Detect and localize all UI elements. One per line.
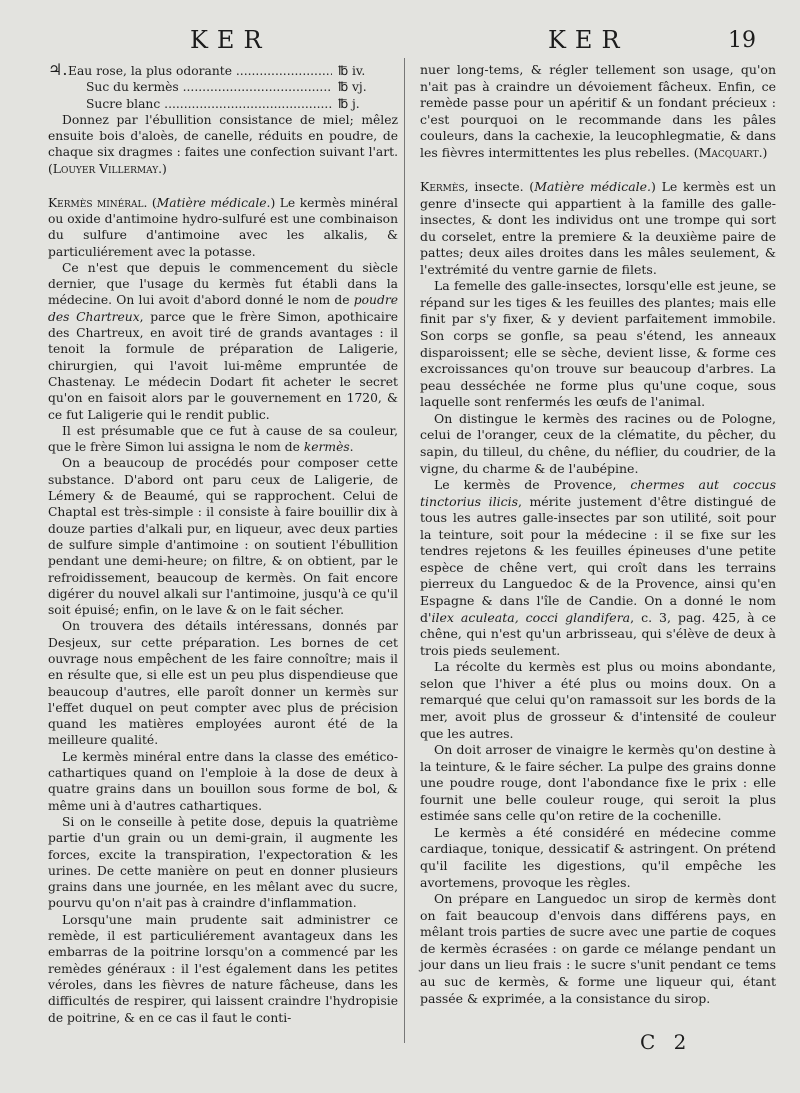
recipe-line (48, 79, 398, 95)
paragraph: Il est présumable que ce fut à cause de sa couleur, que le frère Simon lui assigna le nom de kermès. (48, 423, 398, 455)
paragraph: Ce n'est que depuis le commencement du siècle dernier, que l'usage du kermès fut établi dans la médecine. On lui avoit d'abord donné le nom de poudre des Chartreux, parce que le frère Simon, apothicaire des Chartreux, en avoit tiré de grands avantages : il tenoit la formule de préparation de Laligerie, chirurgien, qui l'avoit lui-même empruntée de Chastenay. Le médecin Dodart fit acheter le secret qu'on en faisoit alors par le gouvernement en 1720, & ce fut Laligerie qui le rendit public. (48, 260, 398, 422)
recipe-ingredient: Suc du kermès ..... (66, 79, 332, 95)
entry-headword: Kermès (420, 178, 465, 194)
page-number: 19 (728, 28, 756, 53)
paragraph: La récolte du kermès est plus ou moins abondante, selon que l'hiver a été plus ou moins doux. On a remarqué que celui qu'on ramassoit sur les bords de la mer, avoit plus de grosseur & d'intensité de couleur que les autres. (420, 659, 776, 741)
signature-mark: C 2 (640, 1030, 693, 1054)
paragraph: Le kermès de Provence, chermes aut coccus tinctorius ilicis, mérite justement d'être distingué de tous les autres galle-insectes par son utilité, soit pour la teinture, soit pour la médecine : il se fixe sur les tendres rejetons & les feuilles épineuses d'une petite espèce de chêne vert, qui croît dans les terrains pierreux du Languedoc & de la Provence, ainsi qu'en Espagne & dans l'île de Candie. On a donné le nom d'ilex aculeata, cocci glandifera, c. 3, pag. 425, à ce chêne, qui n'est qu'un arbrisseau, qui s'élève de deux à trois pieds seulement. (420, 477, 776, 658)
recipe-line (48, 62, 398, 79)
entry-kermes-mineral: Kermès minéral. (Matière médicale.) Le kermès minéral ou oxide d'antimoine hydro-sulfuré est une combinaison du sulfure d'antimoine avec les alkalis, & particuliérement avec la potasse. (48, 195, 398, 259)
recipe-instructions: Donnez par l'ébullition consistance de miel; mêlez ensuite bois d'aloès, de canelle, réduits en poudre, de chaque six dragmes : faites une confection suivant l'art. (Louyer Villermay.) (48, 112, 398, 176)
recipe-quantity: ℔ iv. (338, 64, 366, 78)
entry-category: Matière médicale. (534, 178, 652, 194)
paragraph: On distingue le kermès des racines ou de Pologne, celui de l'oranger, ceux de la clématite, du pêcher, du sapin, du tilleul, du chêne, du néflier, du coudrier, de la vigne, du charme & de l'aubépine. (420, 410, 776, 476)
recipe-quantity: ℔ vj. (338, 80, 367, 95)
jupiter-symbol: ♃. (48, 60, 68, 79)
running-head-left: KER (190, 26, 271, 54)
right-column (420, 62, 776, 1007)
paragraph: La femelle des galle-insectes, lorsqu'elle est jeune, se répand sur les tiges & les feuilles des plantes; mais elle finit par s'y fixer, & y devient parfaitement immobile. Son corps se gonfle, sa peau s'étend, les anneaux disparoissent; elle se sèche, devient lisse, & forme ces excroissances qu'on trouve sur beaucoup d'arbres. La peau desséchée ne forme plus qu'une coque, sous laquelle sont renfermés les œufs de l'animal. (420, 278, 776, 410)
paragraph: On trouvera des détails intéressans, donnés par Desjeux, sur cette préparation. Les bornes de cet ouvrage nous empêchent de les faire connoître; mais il en résulte que, si elle est un peu plus dispendieuse que beaucoup d'autres, elle paroît donner un kermès sur l'effet duquel on peut compter avec plus de précision quand les matières employées auront été de la meilleure qualité. (48, 619, 398, 748)
paragraph: On a beaucoup de procédés pour composer cette substance. D'abord ont paru ceux de Laligerie, de Lémery & de Beaumé, qui se rapprochent. Celui de Chaptal est très-simple : il consiste à faire bouillir dix à douze parties d'alkali pur, en liqueur, avec deux parties de sulfure simple d'antimoine : on soutient l'ébullition pendant une demi-heure; on filtre, & on obtient, par le refroidissement, beaucoup de kermès. On fait encore digérer du nouvel alkali sur l'antimoine, jusqu'à ce qu'il soit épuisé; enfin, on le lave & on le fait sécher. (48, 456, 398, 618)
recipe-quantity: ℔ j. (338, 96, 360, 111)
paragraph: Lorsqu'une main prudente sait administrer ce remède, il est particuliérement avantageux dans les embarras de la poitrine lorsqu'on a commencé par les remèdes généraux : il l'est également dans les petites véroles, dans les fièvres de nature fâcheuse, dans les difficultés de respirer, qui laissent craindre l'hydropisie de poitrine, & en ce cas il faut le conti- (48, 912, 398, 1025)
paragraph: Le kermès a été considéré en médecine comme cardiaque, tonique, dessicatif & astringent. On prétend qu'il facilite les digestions, qu'il empêche les avortemens, provoque les règles. (420, 824, 776, 890)
paragraph: On doit arroser de vinaigre le kermès qu'on destine à la teinture, & le faire sécher. La pulpe des grains donne une poudre rouge, dont l'abondance fixe le prix : elle fournit une belle couleur rouge, qui seroit la plus estimée sans celle qu'on retire de la cochenille. (420, 742, 776, 824)
paragraph: nuer long-tems, & régler tellement son usage, qu'on n'ait pas à craindre un dévoiement fâcheux. Enfin, ce remède passe pour un apéritif & un fondant précieux : c'est pourquoi on le recommande dans les pâles couleurs, dans la cachexie, la leucophlegmatie, & dans les fièvres intermittentes les plus rebelles. (Macquart.) (420, 62, 776, 160)
entry-category: Matière médicale. (156, 195, 271, 210)
running-head-right: KER (548, 26, 629, 54)
entry-headword: Kermès minéral. (48, 195, 148, 210)
recipe-ingredient: Sucre blanc ..... (66, 96, 332, 112)
paragraph: Si on le conseille à petite dose, depuis la quatrième partie d'un grain ou un demi-grain, il augmente les forces, excite la transpiration, l'expectoration & les urines. De cette manière on peut en donner plusieurs grains dans une journée, en les mêlant avec du sucre, pourvu qu'on n'ait pas à craindre d'inflammation. (48, 814, 398, 911)
recipe-ingredient: Eau rose, la plus odorante ..... (66, 63, 332, 79)
paragraph: Le kermès minéral entre dans la classe des emético-cathartiques quand on l'emploie à la dose de deux à quatre grains dans un bouillon sous forme de bol, & même uni à d'autres cathartiques. (48, 749, 398, 813)
author-credit: (Macquart.) (693, 144, 768, 160)
left-column (48, 62, 398, 1026)
author-credit: (Louyer Villermay.) (48, 161, 167, 176)
entry-kermes-insecte: Kermès, insecte. (Matière médicale.) Le kermès est un genre d'insecte qui appartient à la famille des galle-insectes, & dont les individus ont une trompe qui sort du corselet, entre la premiere & la deuxième paire de pattes; deux ailes droites dans les mâles seulement, & l'extrémité du ventre garnie de filets. (420, 178, 776, 277)
column-divider (404, 58, 405, 1043)
recipe-line (48, 96, 398, 112)
paragraph: On prépare en Languedoc un sirop de kermès dont on fait beaucoup d'envois dans différens pays, en mêlant trois parties de sucre avec une partie de coques de kermès écrasées : on garde ce mélange pendant un jour dans un lieu frais : le sucre s'unit pendant ce tems au suc de kermès, & forme une liqueur qui, étant passée & exprimée, a la consistance du sirop. (420, 891, 776, 1006)
